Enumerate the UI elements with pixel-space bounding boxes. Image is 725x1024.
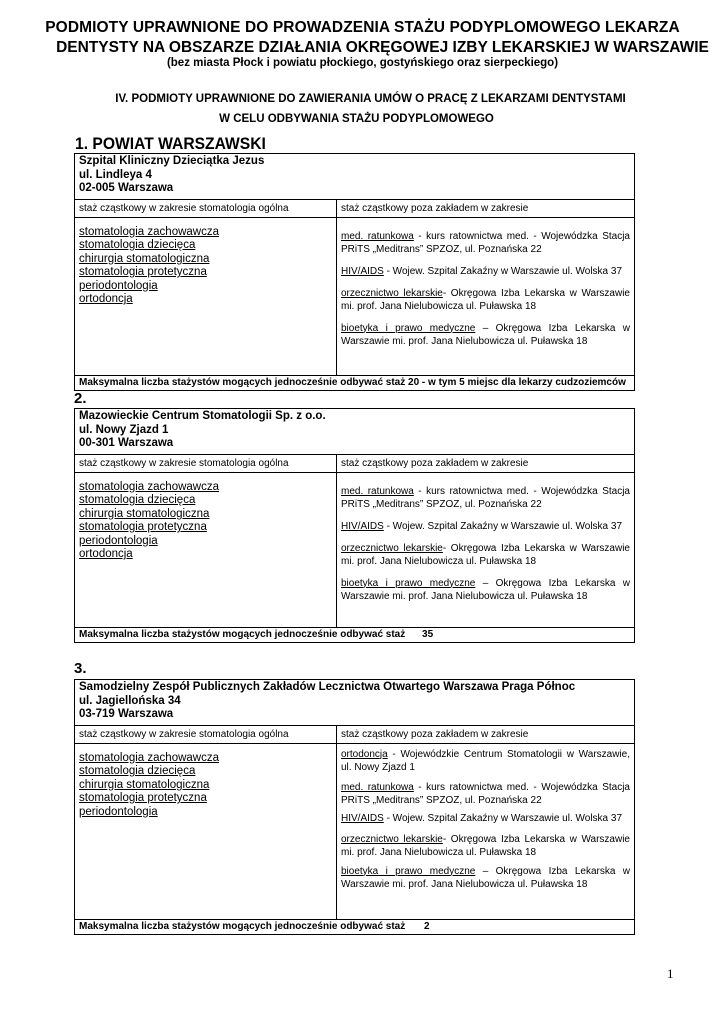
max-interns-value: 35 [422,628,434,640]
page-number: 1 [667,966,674,981]
entry-body [75,473,634,628]
general-item: stomatologia protetyczna [79,266,207,278]
general-item: stomatologia zachowawcza [79,480,219,493]
max-interns-row [75,376,634,390]
general-column-header: staż cząstkowy w zakresie stomatologia ogólna [75,726,337,743]
institution-street: ul. Nowy Zjazd 1 [79,423,169,436]
external-column-header: staż cząstkowy poza zakładem w zakresie [341,202,529,214]
external-item: orzecznictwo lekarskie- Okręgowa Izba Lekarska w Warszawie mi. prof. Jana Nielubowicza ul. Puławska 18 [341,833,630,858]
column-headers [75,726,634,744]
external-items [337,473,634,627]
external-item: bioetyka i prawo medyczne – Okręgowa Izba Lekarska w Warszawie mi. prof. Jana Nielubowicza ul. Puławska 18 [341,865,630,890]
institution-info [75,680,634,726]
external-item: HIV/AIDS - Wojew. Szpital Zakaźny w Warszawie ul. Wolska 37 [341,265,623,277]
institution-name: Samodzielny Zespół Publicznych Zakładów Lecznictwa Otwartego Warszawa Praga Północ [79,681,576,693]
institution-info [75,154,634,200]
max-interns-label: Maksymalna liczba stażystów mogących jednocześnie odbywać staż [79,628,406,640]
institution-street: ul. Lindleya 4 [79,168,152,181]
external-column-header: staż cząstkowy poza zakładem w zakresie [341,457,529,469]
doc-subtitle: (bez miasta Płock i powiatu płockiego, gostyńskiego oraz sierpeckiego) [166,57,559,69]
general-item: stomatologia dziecięca [79,765,196,777]
institution-street: ul. Jagiellońska 34 [79,694,181,707]
entry-number: 2. [74,390,87,407]
institution-city: 02-005 Warszawa [79,182,174,194]
entry-block [74,679,635,935]
general-item: ortodoncja [79,293,133,305]
institution-city: 00-301 Warszawa [79,437,174,449]
general-column-header: staż cząstkowy w zakresie stomatologia ogólna [75,200,337,217]
general-item: stomatologia dziecięca [79,494,196,506]
general-items [75,473,337,627]
general-item: ortodoncja [79,548,133,560]
max-interns-label: Maksymalna liczba stażystów mogących jednocześnie odbywać staż [79,920,406,932]
external-item: med. ratunkowa - kurs ratownictwa med. - Wojewódzka Stacja PRiTS „Meditrans” SPZOZ, ul. Poznańska 22 [341,485,630,510]
max-interns-row [75,628,634,642]
max-interns-label: Maksymalna liczba stażystów mogących jednocześnie odbywać staż [79,376,406,388]
max-interns-value: 2 [424,920,430,932]
external-item: med. ratunkowa - kurs ratownictwa med. - Wojewódzka Stacja PRiTS „Meditrans” SPZOZ, ul. Poznańska 22 [341,230,630,255]
general-item: stomatologia zachowawcza [79,751,219,764]
entry-block [74,153,635,391]
general-items [75,744,337,919]
general-item: stomatologia protetyczna [79,792,207,804]
general-column-header: staż cząstkowy w zakresie stomatologia ogólna [75,455,337,472]
general-item: periodontologia [79,805,158,818]
column-headers [75,200,634,218]
external-column-header: staż cząstkowy poza zakładem w zakresie [341,728,529,740]
external-item: HIV/AIDS - Wojew. Szpital Zakaźny w Warszawie ul. Wolska 37 [341,520,623,532]
entry-block [74,408,635,643]
general-item: chirurgia stomatologiczna [79,252,210,265]
external-item: ortodoncja - Wojewódzkie Centrum Stomatologii w Warszawie, ul. Nowy Zjazd 1 [341,748,630,773]
entry-number: 3. [74,660,87,677]
institution-city: 03-719 Warszawa [79,708,174,720]
section-heading-line-2: W CELU ODBYWANIA STAŻU PODYPLOMOWEGO [219,113,494,125]
doc-title-line-2: DENTYSTY NA OBSZARZE DZIAŁANIA OKRĘGOWEJ IZBY LEKARSKIEJ W WARSZAWIE [56,39,709,56]
institution-name: Mazowieckie Centrum Stomatologii Sp. z o.o. [79,410,326,422]
general-item: periodontologia [79,534,158,547]
general-item: chirurgia stomatologiczna [79,507,210,520]
entry-body [75,218,634,376]
general-item: chirurgia stomatologiczna [79,778,210,791]
general-item: stomatologia zachowawcza [79,225,219,238]
max-interns-row [75,920,634,934]
doc-title-line-1: PODMIOTY UPRAWNIONE DO PROWADZENIA STAŻU PODYPLOMOWEGO LEKARZA [45,19,680,36]
institution-name: Szpital Kliniczny Dzieciątka Jezus [79,155,265,167]
external-item: orzecznictwo lekarskie- Okręgowa Izba Lekarska w Warszawie mi. prof. Jana Nielubowicza ul. Puławska 18 [341,542,630,567]
max-interns-value: 20 - w tym 5 miejsc dla lekarzy cudzoziemców [408,376,626,388]
external-item: bioetyka i prawo medyczne – Okręgowa Izba Lekarska w Warszawie mi. prof. Jana Nielubowicza ul. Puławska 18 [341,322,630,347]
district-title: 1. POWIAT WARSZAWSKI [75,134,266,153]
external-item: bioetyka i prawo medyczne – Okręgowa Izba Lekarska w Warszawie mi. prof. Jana Nielubowicza ul. Puławska 18 [341,577,630,602]
external-item: med. ratunkowa - kurs ratownictwa med. - Wojewódzka Stacja PRiTS „Meditrans” SPZOZ, ul. Poznańska 22 [341,781,630,806]
section-heading-line-1: IV. PODMIOTY UPRAWNIONE DO ZAWIERANIA UMÓW O PRACĘ Z LEKARZAMI DENTYSTAMI [115,93,626,105]
external-item: orzecznictwo lekarskie- Okręgowa Izba Lekarska w Warszawie mi. prof. Jana Nielubowicza ul. Puławska 18 [341,287,630,312]
general-item: stomatologia dziecięca [79,239,196,251]
column-headers [75,455,634,473]
external-item: HIV/AIDS - Wojew. Szpital Zakaźny w Warszawie ul. Wolska 37 [341,812,623,824]
general-item: periodontologia [79,279,158,292]
external-items [337,744,634,919]
entry-body [75,744,634,920]
external-items [337,218,634,375]
general-item: stomatologia protetyczna [79,521,207,533]
institution-info [75,409,634,455]
general-items [75,218,337,375]
